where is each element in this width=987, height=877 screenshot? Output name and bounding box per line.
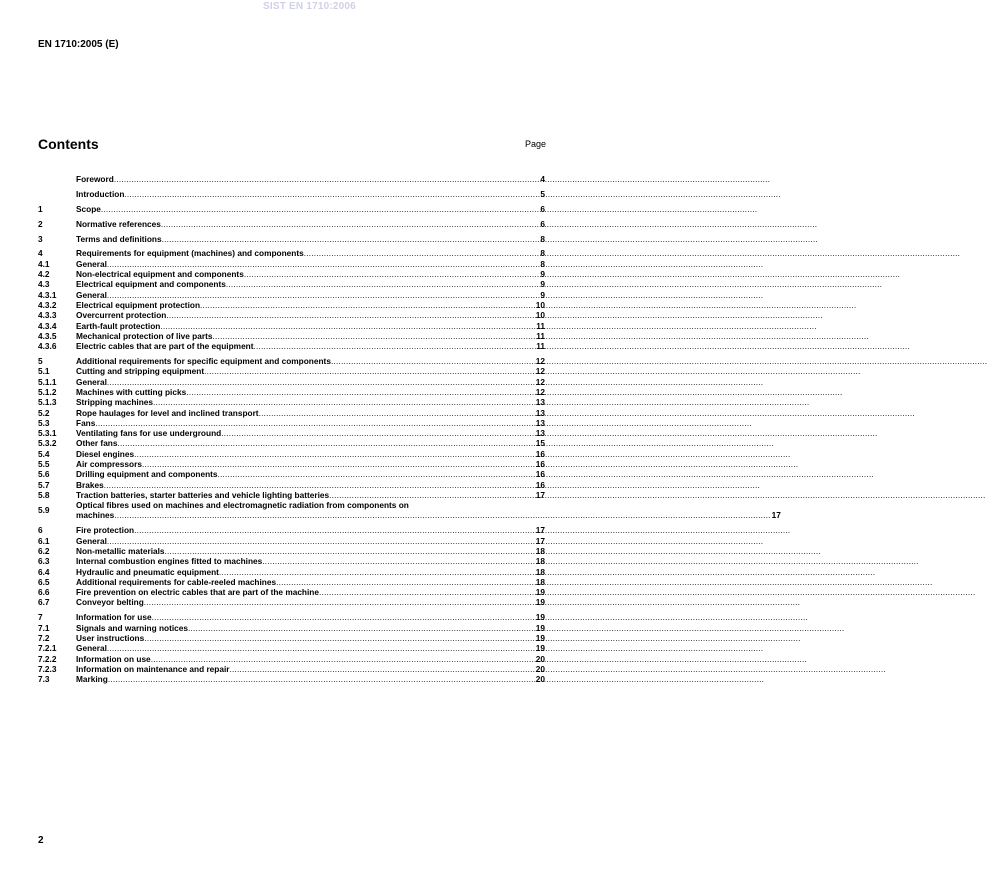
toc-entry-number: 4.3.3 <box>38 310 57 321</box>
toc-entry-title: Air compressors <box>76 458 142 469</box>
toc-leader-dots <box>230 664 535 674</box>
toc-entry-page: 20 <box>535 663 545 674</box>
toc-leader-dots <box>114 510 770 520</box>
toc-leader-dots <box>254 341 536 351</box>
toc-entry-number: 6.3 <box>38 556 50 567</box>
toc-entry-title: Additional requirements for specific equipment and components <box>76 356 331 367</box>
toc-entry-page: 19 <box>535 597 545 608</box>
toc-entry-title: General <box>76 643 107 654</box>
toc-entry-title: Requirements for equipment (machines) and components <box>76 248 304 259</box>
toc-entry-number: 4.3 <box>38 279 50 290</box>
toc-entry-number: 7 <box>38 612 43 623</box>
toc-leader-dots <box>101 204 539 214</box>
toc-entry[interactable] <box>38 597 545 607</box>
toc-entry-title: Information for use <box>76 612 152 623</box>
toc-entry-number: 7.1 <box>38 622 50 633</box>
toc-leader-dots <box>331 356 535 366</box>
toc-entry-title: Hydraulic and pneumatic equipment <box>76 566 219 577</box>
toc-entry-title: General <box>76 376 107 387</box>
toc-leader-dots <box>212 331 535 341</box>
toc-leader-dots <box>276 577 535 587</box>
table-of-contents <box>38 174 781 685</box>
toc-leader-dots <box>134 525 535 535</box>
toc-entry-title: Additional requirements for cable-reeled machines <box>76 576 277 587</box>
toc-entry-title: Fire protection <box>76 525 135 536</box>
toc-entry-number: 4.1 <box>38 258 50 269</box>
toc-entry[interactable] <box>38 664 545 674</box>
toc-entry-page: 6 <box>540 203 545 214</box>
toc-entry-number: 6.6 <box>38 587 50 598</box>
toc-entry-number: 5.1 <box>38 366 50 377</box>
toc-entry-number: 7.2.2 <box>38 653 57 664</box>
toc-entry-title: Ventilating fans for use underground <box>76 428 222 439</box>
toc-leader-dots <box>161 219 540 229</box>
toc-entry-number: 5 <box>38 356 43 367</box>
toc-entry-page: 8 <box>540 248 545 259</box>
toc-entry[interactable] <box>38 633 545 643</box>
toc-entry[interactable] <box>38 480 545 490</box>
toc-entry[interactable] <box>38 449 545 459</box>
toc-entry-title: Marking <box>76 674 108 685</box>
page-number: 2 <box>38 835 44 846</box>
toc-entry[interactable] <box>38 341 545 351</box>
toc-entry[interactable] <box>38 587 545 597</box>
toc-entry[interactable] <box>38 459 545 469</box>
toc-entry-number: 5.9 <box>38 504 50 515</box>
toc-leader-dots <box>204 366 535 376</box>
toc-entry-number: 6.2 <box>38 545 50 556</box>
toc-leader-dots <box>319 587 535 597</box>
toc-entry[interactable] <box>38 189 545 199</box>
toc-leader-dots <box>152 612 535 622</box>
toc-entry-title: Internal combustion engines fitted to machines <box>76 556 263 567</box>
toc-entry-page: 5 <box>540 188 545 199</box>
toc-entry-page: 9 <box>540 279 545 290</box>
toc-entry[interactable] <box>38 490 545 500</box>
toc-entry-page: 12 <box>535 386 545 397</box>
toc-entry-title: General <box>76 289 107 300</box>
toc-entry-title: Rope haulages for level and inclined transport <box>76 407 259 418</box>
toc-leader-dots <box>153 397 535 407</box>
toc-entry-number: 5.3.2 <box>38 438 57 449</box>
toc-entry-page: 9 <box>540 289 545 300</box>
toc-entry-page: 11 <box>536 341 545 352</box>
toc-entry[interactable] <box>38 234 545 244</box>
toc-entry-title: Other fans <box>76 438 118 449</box>
toc-entry-number: 6.7 <box>38 597 50 608</box>
toc-entry-title: General <box>76 535 107 546</box>
toc-entry[interactable] <box>38 366 545 376</box>
toc-entry-number: 6 <box>38 525 43 536</box>
toc-entry[interactable] <box>38 248 545 258</box>
toc-entry[interactable] <box>38 612 545 622</box>
toc-entry[interactable] <box>38 623 545 633</box>
toc-entry[interactable] <box>38 469 545 479</box>
toc-entry-number: 4.3.2 <box>38 299 57 310</box>
toc-entry[interactable] <box>38 567 545 577</box>
toc-entry-page: 9 <box>540 269 545 280</box>
toc-entry[interactable] <box>38 204 545 214</box>
toc-leader-dots <box>108 674 535 684</box>
toc-entry[interactable] <box>38 387 545 397</box>
toc-entry-number: 5.1.1 <box>38 376 57 387</box>
document-id: EN 1710:2005 (E) <box>38 39 119 50</box>
toc-entry[interactable] <box>38 310 545 320</box>
toc-entry-title: Optical fibres used on machines and electromagnetic radiation from components on <box>76 500 409 511</box>
toc-entry-page: 19 <box>535 643 545 654</box>
toc-entry-number: 2 <box>38 218 43 229</box>
toc-entry-page: 16 <box>535 469 545 480</box>
toc-entry-page: 10 <box>535 299 545 310</box>
toc-leader-dots <box>104 480 535 490</box>
toc-entry[interactable] <box>38 546 545 556</box>
toc-entry[interactable] <box>38 418 545 428</box>
toc-entry-title: Information on maintenance and repair <box>76 663 230 674</box>
toc-entry-page: 13 <box>535 428 545 439</box>
toc-entry-page: 13 <box>535 417 545 428</box>
toc-leader-dots <box>151 654 535 664</box>
toc-leader-dots <box>107 643 535 653</box>
toc-entry-number: 7.3 <box>38 674 50 685</box>
toc-entry[interactable] <box>38 654 545 664</box>
toc-entry-number: 5.1.3 <box>38 397 57 408</box>
toc-entry-title: Fans <box>76 417 96 428</box>
toc-entry-number: 4 <box>38 248 43 259</box>
toc-entry-number: 7.2.1 <box>38 643 57 654</box>
toc-entry-page: 12 <box>535 356 545 367</box>
toc-entry-page: 16 <box>535 458 545 469</box>
contents-title: Contents <box>38 136 99 152</box>
toc-entry-number: 4.3.4 <box>38 320 57 331</box>
toc-entry-page: 13 <box>535 407 545 418</box>
toc-entry-title: Introduction <box>76 188 125 199</box>
toc-entry[interactable] <box>38 408 545 418</box>
page-column-label: Page <box>524 139 546 149</box>
toc-entry-page: 20 <box>535 653 545 664</box>
toc-entry-title: Normative references <box>76 218 161 229</box>
toc-entry-page: 17 <box>535 489 545 500</box>
toc-entry-page: 19 <box>535 587 545 598</box>
toc-entry-title: Terms and definitions <box>76 233 162 244</box>
toc-entry-title-cont: machines <box>76 510 115 521</box>
toc-leader-dots <box>226 279 540 289</box>
toc-leader-dots <box>107 536 535 546</box>
toc-entry[interactable] <box>38 174 545 184</box>
toc-entry-title: Mechanical protection of live parts <box>76 330 213 341</box>
toc-entry-number: 7.2.3 <box>38 663 57 674</box>
toc-entry[interactable] <box>38 321 545 331</box>
toc-entry-page: 15 <box>535 438 545 449</box>
toc-leader-dots <box>221 428 535 438</box>
toc-entry-title: Earth-fault protection <box>76 320 161 331</box>
toc-entry-number: 3 <box>38 233 43 244</box>
toc-entry-page: 19 <box>535 612 545 623</box>
toc-leader-dots <box>118 438 535 448</box>
toc-entry[interactable] <box>38 331 545 341</box>
toc-entry-title: Fire prevention on electric cables that are part of the machine <box>76 587 319 598</box>
toc-entry-page: 12 <box>535 376 545 387</box>
toc-entry-page: 16 <box>535 479 545 490</box>
toc-entry-number: 5.8 <box>38 489 50 500</box>
toc-entry-number: 6.5 <box>38 576 50 587</box>
toc-entry-page: 11 <box>536 330 545 341</box>
toc-entry-number: 5.4 <box>38 448 50 459</box>
toc-entry-page: 18 <box>535 556 545 567</box>
toc-entry-title: Drilling equipment and components <box>76 469 218 480</box>
toc-leader-dots <box>144 597 535 607</box>
toc-entry-number: 5.2 <box>38 407 50 418</box>
toc-entry-number: 5.5 <box>38 458 50 469</box>
toc-entry-page: 18 <box>535 576 545 587</box>
toc-leader-dots <box>144 633 535 643</box>
toc-entry[interactable] <box>38 259 545 269</box>
toc-entry-page: 18 <box>535 545 545 556</box>
toc-entry-page: 20 <box>535 674 545 685</box>
toc-entry-number: 7.2 <box>38 632 50 643</box>
toc-entry-page: 11 <box>536 320 545 331</box>
toc-entry-5-9[interactable] <box>38 500 781 521</box>
toc-entry[interactable] <box>38 397 545 407</box>
toc-entry-number: 6.1 <box>38 535 50 546</box>
toc-entry-title: Conveyor belting <box>76 597 144 608</box>
toc-entry[interactable] <box>38 290 545 300</box>
toc-entry-page: 12 <box>535 366 545 377</box>
toc-leader-dots <box>262 556 535 566</box>
toc-entry-title: Brakes <box>76 479 104 490</box>
toc-entry[interactable] <box>38 279 545 289</box>
toc-leader-dots <box>304 248 540 258</box>
toc-entry-title: Overcurrent protection <box>76 310 167 321</box>
toc-entry-number: 4.3.1 <box>38 289 57 300</box>
toc-entry-number: 1 <box>38 203 43 214</box>
toc-entry-title: Electrical equipment and components <box>76 279 226 290</box>
toc-entry-title: Non-electrical equipment and components <box>76 269 244 280</box>
toc-entry-number: 6.4 <box>38 566 50 577</box>
toc-entry-number: 5.1.2 <box>38 386 57 397</box>
toc-entry-title: Electrical equipment protection <box>76 299 201 310</box>
toc-leader-dots <box>200 300 535 310</box>
toc-entry-title: User instructions <box>76 632 145 643</box>
toc-entry[interactable] <box>38 300 545 310</box>
toc-entry-page: 8 <box>540 258 545 269</box>
toc-entry[interactable] <box>38 377 545 387</box>
toc-entry-number: 5.7 <box>38 479 50 490</box>
toc-entry[interactable] <box>38 674 545 684</box>
toc-leader-dots <box>259 408 535 418</box>
toc-entry-page: 13 <box>535 397 545 408</box>
toc-leader-dots <box>107 377 535 387</box>
toc-leader-dots <box>107 259 539 269</box>
toc-entry-page: 6 <box>540 218 545 229</box>
toc-entry-page: 16 <box>535 448 545 459</box>
toc-leader-dots <box>134 449 535 459</box>
toc-entry[interactable] <box>38 269 545 279</box>
toc-entry[interactable] <box>38 643 545 653</box>
toc-entry-page: 10 <box>535 310 545 321</box>
toc-entry-number: 4.3.5 <box>38 330 57 341</box>
toc-entry[interactable] <box>38 428 545 438</box>
toc-leader-dots <box>166 310 534 320</box>
toc-entry-page: 4 <box>540 174 545 184</box>
toc-entry-title: Traction batteries, starter batteries and vehicle lighting batteries <box>76 489 330 500</box>
toc-entry-number: 5.3 <box>38 417 50 428</box>
toc-leader-dots <box>329 490 535 500</box>
toc-entry-number: 5.3.1 <box>38 428 57 439</box>
toc-entry-number: 4.3.6 <box>38 341 57 352</box>
toc-entry-title: Stripping machines <box>76 397 153 408</box>
toc-entry-title: Scope <box>76 203 101 214</box>
toc-leader-dots <box>218 469 535 479</box>
toc-leader-dots <box>114 174 540 184</box>
toc-leader-dots <box>107 290 539 300</box>
toc-leader-dots <box>188 623 535 633</box>
toc-entry-title: Foreword <box>76 174 114 184</box>
toc-entry-title: Electric cables that are part of the equipment <box>76 341 254 352</box>
toc-entry-page: 8 <box>540 233 545 244</box>
toc-entry-title: Diesel engines <box>76 448 135 459</box>
toc-entry-title: Cutting and stripping equipment <box>76 366 205 377</box>
toc-leader-dots <box>219 567 535 577</box>
toc-entry-title: Non-metallic materials <box>76 545 165 556</box>
toc-entry[interactable] <box>38 556 545 566</box>
toc-leader-dots <box>124 189 539 199</box>
toc-entry[interactable] <box>38 219 545 229</box>
watermark: SIST EN 1710:2006 <box>263 1 356 12</box>
toc-entry-page: 19 <box>535 622 545 633</box>
toc-leader-dots <box>95 418 534 428</box>
toc-entry-title: General <box>76 258 107 269</box>
toc-entry-title: Information on use <box>76 653 151 664</box>
toc-leader-dots <box>162 234 540 244</box>
toc-entry-page: 17 <box>535 525 545 536</box>
toc-entry-page: 19 <box>535 632 545 643</box>
toc-leader-dots <box>165 546 535 556</box>
toc-entry[interactable] <box>38 438 545 448</box>
toc-leader-dots <box>142 459 535 469</box>
toc-entry-page: 17 <box>535 535 545 546</box>
toc-leader-dots <box>244 269 540 279</box>
toc-entry[interactable] <box>38 577 545 587</box>
toc-entry[interactable] <box>38 356 545 366</box>
toc-entry-number: 4.2 <box>38 269 50 280</box>
toc-leader-dots <box>160 321 535 331</box>
toc-entry-page: 17 <box>771 510 781 521</box>
toc-entry[interactable] <box>38 525 545 535</box>
toc-entry[interactable] <box>38 536 545 546</box>
toc-entry-title: Signals and warning notices <box>76 622 189 633</box>
toc-leader-dots <box>186 387 535 397</box>
toc-entry-number: 5.6 <box>38 469 50 480</box>
toc-entry-page: 18 <box>535 566 545 577</box>
toc-entry-title: Machines with cutting picks <box>76 386 187 397</box>
